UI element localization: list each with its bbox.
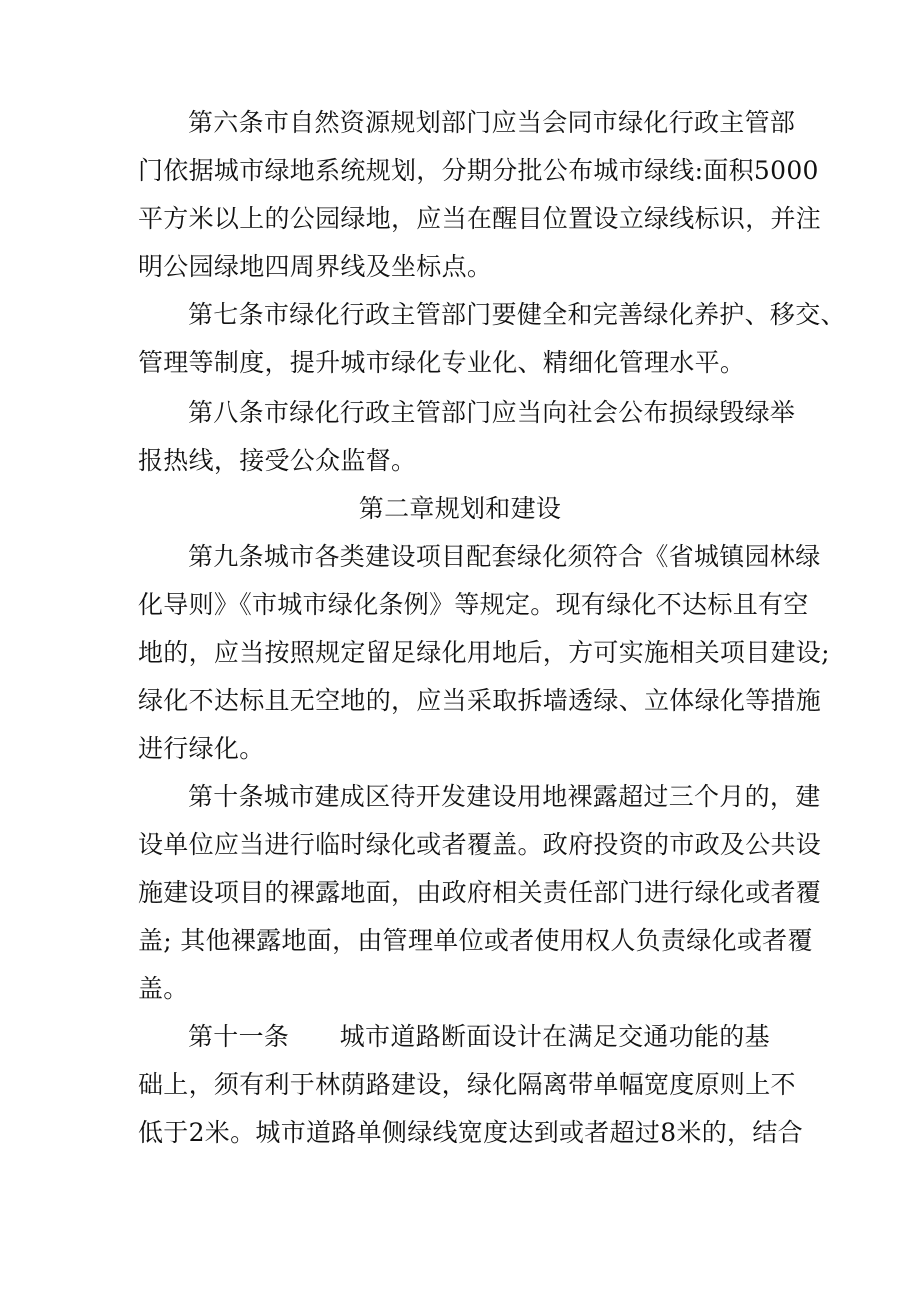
article-6-line-1: 第六条市自然资源规划部门应当会同市绿化行政主管部 xyxy=(188,108,796,137)
article-7-line-1: 第七条市绿化行政主管部门要健全和完善绿化养护、移交、 xyxy=(188,300,846,329)
article-11-line-1: 第十一条 城市道路断面设计在满足交通功能的基 xyxy=(188,1022,770,1051)
article-10-line-5: 盖。 xyxy=(138,974,189,1003)
article-10-line-4: 盖; 其他裸露地面，由管理单位或者使用权人负责绿化或者覆 xyxy=(138,926,813,955)
article-10-line-3: 施建设项目的裸露地面，由政府相关责任部门进行绿化或者覆 xyxy=(138,878,822,907)
article-11-line-3: 低于2米。城市道路单侧绿线宽度达到或者超过8米的，结合 xyxy=(138,1118,803,1147)
article-6-line-4: 明公园绿地四周界线及坐标点。 xyxy=(138,252,493,281)
chapter-heading: 第二章规划和建设 xyxy=(358,494,562,523)
article-9-line-1: 第九条城市各类建设项目配套绿化须符合《省城镇园林绿 xyxy=(188,542,821,571)
article-11-line-2: 础上，须有利于林荫路建设，绿化隔离带单幅宽度原则上不 xyxy=(138,1070,796,1099)
article-6-line-2: 门依据城市绿地系统规划，分期分批公布城市绿线:面积5000 xyxy=(138,156,819,185)
article-10-line-2: 设单位应当进行临时绿化或者覆盖。政府投资的市政及公共设 xyxy=(138,830,822,859)
article-9-line-3: 地的，应当按照规定留足绿化用地后，方可实施相关项目建设; xyxy=(138,638,830,667)
article-7-line-2: 管理等制度，提升城市绿化专业化、精细化管理水平。 xyxy=(138,348,746,377)
article-9-line-5: 进行绿化。 xyxy=(138,734,265,763)
article-6-line-3: 平方米以上的公园绿地，应当在醒目位置设立绿线标识，并注 xyxy=(138,204,822,233)
article-9-line-2: 化导则》《市城市绿化条例》等规定。现有绿化不达标且有空 xyxy=(138,590,809,619)
article-8-line-1: 第八条市绿化行政主管部门应当向社会公布损绿毁绿举 xyxy=(188,398,796,427)
article-8-line-2: 报热线，接受公众监督。 xyxy=(138,446,417,475)
article-9-line-4: 绿化不达标且无空地的，应当采取拆墙透绿、立体绿化等措施 xyxy=(138,686,822,715)
article-10-line-1: 第十条城市建成区待开发建设用地裸露超过三个月的，建 xyxy=(188,782,821,811)
